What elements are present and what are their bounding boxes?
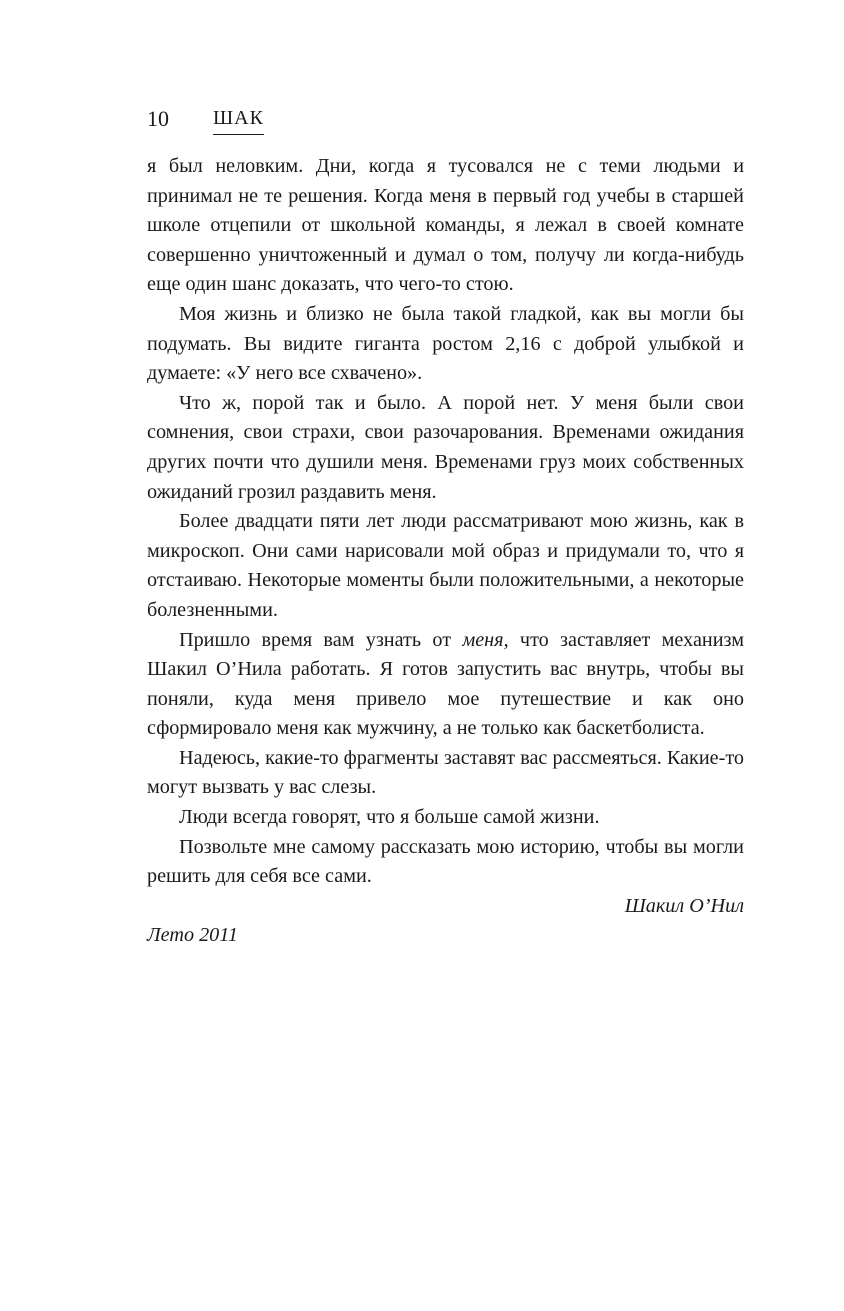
paragraph: Позвольте мне самому рассказать мою историю, чтобы вы могли решить для себя все сами. [147,835,744,888]
emphasized-word: меня [462,628,504,651]
paragraph-text: Пришло время вам узнать от [179,628,463,651]
paragraph [147,626,744,744]
paragraph: Люди всегда говорят, что я больше самой жизни. [179,806,600,829]
body-text [147,152,744,951]
paragraph: Более двадцати пяти лет люди рассматривают мою жизнь, как в микроскоп. Они сами нарисовали мой образ и придумали то, что я отстаиваю. Некоторые моменты были положительными, а некоторые болезненными. [147,510,744,621]
running-title: ШАК [213,104,264,135]
paragraph: Что ж, порой так и было. А порой нет. У меня были свои сомнения, свои страхи, свои разочарования. Временами ожидания других почти что душили меня. Временами груз моих собственных ожиданий грозил раздавить меня. [147,391,744,503]
paragraph: Надеюсь, какие-то фрагменты заставят вас рассмеяться. Какие-то могут вызвать у вас слезы. [147,746,744,799]
paragraph: Моя жизнь и близко не была такой гладкой, как вы могли бы подумать. Вы видите гиганта ростом 2,16 с доброй улыбкой и думаете: «У него все схвачено». [147,302,744,385]
page-header [147,104,747,144]
author-signature: Шакил О’Нил [624,894,744,917]
page-number: 10 [147,106,169,131]
paragraph-text: , что заставляет механизм Шакил О’Нила работать. Я готов запустить вас внутрь, чтобы вы поняли, куда меня привело мое путешествие и как оно сформировало меня как мужчину, а не только как баскетболиста. [147,628,744,740]
dateline: Лето 2011 [147,924,238,947]
paragraph: я был неловким. Дни, когда я тусовался не с теми людьми и принимал не те решения. Когда меня в первый год учебы в старшей школе отцепили от школьной команды, я лежал в своей комнате совершенно уничтоженный и думал о том, получу ли когда-нибудь еще один шанс доказать, что чего-то стою. [147,155,744,296]
